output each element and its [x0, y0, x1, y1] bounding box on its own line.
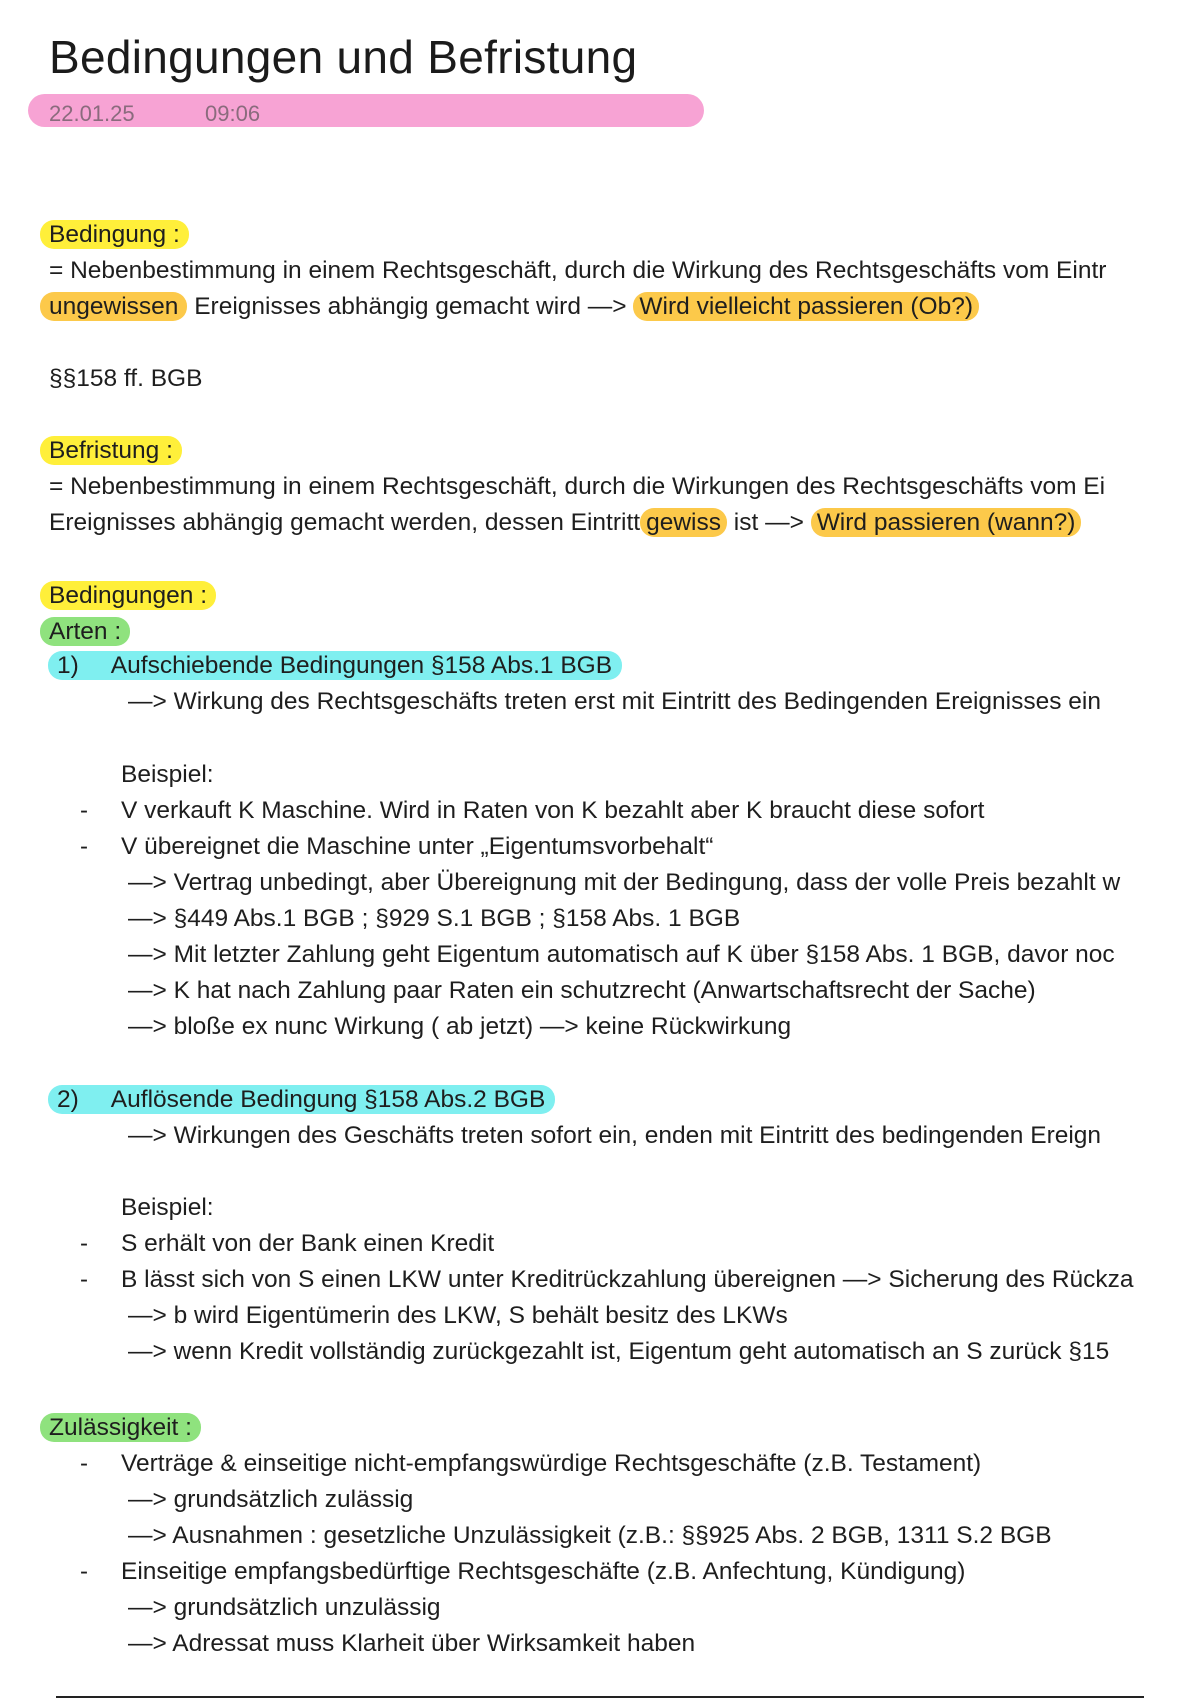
type2-sub-2: —> wenn Kredit vollständig zurückgezahlt ist, Eigentum geht automatisch an S zurück §15 [128, 1338, 1110, 1365]
page-title: Bedingungen und Befristung [49, 31, 638, 83]
bottom-divider [56, 1696, 1144, 1698]
type2-highlight [48, 1085, 555, 1114]
zulaessigkeit-heading: Zulässigkeit : [40, 1413, 201, 1442]
gewiss-highlight: gewiss [640, 508, 727, 537]
type1-bullet1: V verkauft K Maschine. Wird in Raten von K bezahlt aber K braucht diese sofort [121, 797, 985, 824]
note-date: 22.01.25 [49, 101, 135, 126]
type2-effect: —> Wirkungen des Geschäfts treten sofort ein, enden mit Eintritt des bedingenden Ereign [128, 1122, 1102, 1149]
zul-bullet2: Einseitige empfangsbedürftige Rechtsgeschäfte (z.B. Anfechtung, Kündigung) [121, 1558, 966, 1585]
type2-bullet1: S erhält von der Bank einen Kredit [121, 1230, 495, 1257]
type1-beispiel: Beispiel: [121, 761, 214, 788]
type1-sub-5: —> bloße ex nunc Wirkung ( ab jetzt) —> keine Rückwirkung [128, 1013, 792, 1040]
type1-effect: —> Wirkung des Rechtsgeschäfts treten erst mit Eintritt des Bedingenden Ereignisses ein [128, 688, 1101, 715]
zulaessigkeit-heading-line [49, 1413, 201, 1443]
arten-heading: Arten : [40, 617, 130, 646]
type1-bullet2-marker: - [80, 833, 88, 860]
zul-bullet2-sub-2: —> Adressat muss Klarheit über Wirksamkeit haben [128, 1630, 696, 1657]
wann-highlight: Wird passieren (wann?) [811, 508, 1082, 537]
type2-title: Auflösende Bedingung §158 Abs.2 BGB [110, 1086, 546, 1113]
ungewiss-highlight: ungewissen [40, 292, 187, 321]
zul-bullet1: Verträge & einseitige nicht-empfangswürdige Rechtsgeschäfte (z.B. Testament) [121, 1450, 982, 1477]
bedingung-heading: Bedingung : [40, 220, 189, 249]
bedingungen-heading: Bedingungen : [40, 581, 216, 610]
type1-number: 1) [57, 652, 79, 679]
type1-sub-3: —> Mit letzter Zahlung geht Eigentum automatisch auf K über §158 Abs. 1 BGB, davor noc [128, 941, 1115, 968]
type2-number: 2) [57, 1086, 79, 1113]
type1-title: Aufschiebende Bedingungen §158 Abs.1 BGB [110, 652, 613, 679]
type1-title-line [57, 651, 622, 681]
befristung-definition-1: = Nebenbestimmung in einem Rechtsgeschäft, durch die Wirkungen des Rechtsgeschäfts vom Ei [49, 473, 1106, 500]
bedingung-definition-1: = Nebenbestimmung in einem Rechtsgeschäft, durch die Wirkung des Rechtsgeschäfts vom Eintr [49, 257, 1107, 284]
type2-beispiel: Beispiel: [121, 1194, 214, 1221]
befristung-heading: Befristung : [40, 436, 182, 465]
note-time: 09:06 [205, 101, 261, 126]
type2-bullet2-marker: - [80, 1266, 88, 1293]
type1-sub-2: —> §449 Abs.1 BGB ; §929 S.1 BGB ; §158 Abs. 1 BGB [128, 905, 741, 932]
bedingungen-heading-line [49, 581, 216, 611]
arten-heading-line [49, 617, 130, 647]
ob-highlight: Wird vielleicht passieren (Ob?) [633, 292, 979, 321]
zul-bullet1-marker: - [80, 1450, 88, 1477]
bedingung-definition-2-text: Ereignisses abhängig gemacht wird —> [187, 293, 634, 320]
befristung-definition-2-text: Ereignisses abhängig gemacht werden, dessen Eintritt [49, 509, 641, 536]
bedingung-heading-line [49, 220, 189, 250]
type2-bullet2: B lässt sich von S einen LKW unter Kreditrückzahlung übereignen —> Sicherung des Rückza [121, 1266, 1134, 1293]
zul-bullet2-marker: - [80, 1558, 88, 1585]
type1-bullet2: V übereignet die Maschine unter „Eigentumsvorbehalt“ [121, 833, 714, 860]
type1-sub-1: —> Vertrag unbedingt, aber Übereignung mit der Bedingung, dass der volle Preis bezahlt w [128, 869, 1121, 896]
type2-bullet1-marker: - [80, 1230, 88, 1257]
paragraph-reference: §§158 ff. BGB [49, 365, 203, 392]
type1-sub-4: —> K hat nach Zahlung paar Raten ein schutzrecht (Anwartschaftsrecht der Sache) [128, 977, 1036, 1004]
type1-highlight [48, 651, 622, 680]
befristung-definition-2-mid: ist —> [726, 509, 811, 536]
bedingung-definition-2 [49, 292, 979, 322]
befristung-heading-line [49, 436, 182, 466]
zul-bullet1-sub-1: —> grundsätzlich zulässig [128, 1486, 414, 1513]
type1-bullet1-marker: - [80, 797, 88, 824]
zul-bullet1-sub-2: —> Ausnahmen : gesetzliche Unzulässigkeit (z.B.: §§925 Abs. 2 BGB, 1311 S.2 BGB [128, 1522, 1052, 1549]
zul-bullet2-sub-1: —> grundsätzlich unzulässig [128, 1594, 441, 1621]
type2-title-line [57, 1085, 555, 1115]
type2-sub-1: —> b wird Eigentümerin des LKW, S behält besitz des LKWs [128, 1302, 788, 1329]
befristung-definition-2 [49, 508, 1081, 538]
